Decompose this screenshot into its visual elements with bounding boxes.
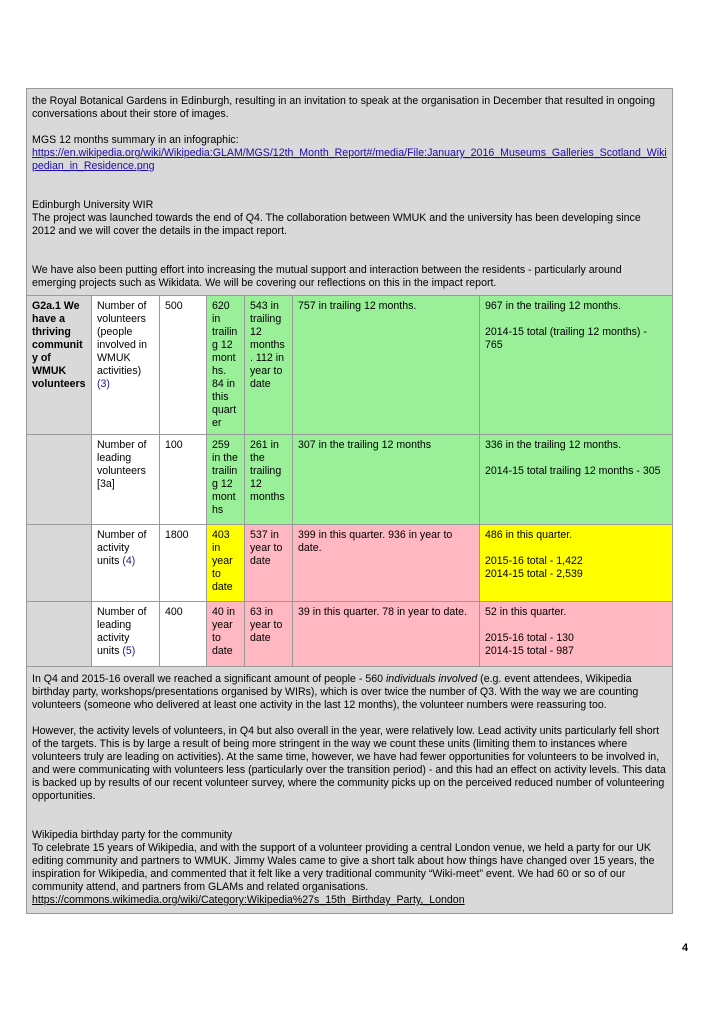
q-d-line: 336 in the trailing 12 months. bbox=[485, 439, 622, 451]
q-d-line: 52 in this quarter. bbox=[485, 606, 567, 618]
q-c-cell: 307 in the trailing 12 months bbox=[293, 435, 480, 525]
mgs-label: MGS 12 months summary in an infographic: bbox=[32, 134, 239, 146]
intro-paragraph: the Royal Botanical Gardens in Edinburgh, resulting in an invitation to speak at the organisation in December that resulted in ongoing conversations about their store of images. bbox=[32, 95, 656, 120]
goal-empty-cell bbox=[27, 525, 92, 602]
goal-empty-cell bbox=[27, 435, 92, 525]
target-cell: 100 bbox=[160, 435, 207, 525]
q-c-cell: 39 in this quarter. 78 in year to date. bbox=[293, 602, 480, 667]
table-row bbox=[27, 602, 673, 667]
measure-label: Number of leading activity units bbox=[97, 606, 147, 657]
target-cell: 1800 bbox=[160, 525, 207, 602]
q-a-cell: 403 in year to date bbox=[207, 525, 245, 602]
q-d-cell bbox=[480, 435, 673, 525]
target-cell: 400 bbox=[160, 602, 207, 667]
q-c-cell: 399 in this quarter. 936 in year to date. bbox=[293, 525, 480, 602]
q-b-cell: 261 in the trailing 12 months bbox=[245, 435, 293, 525]
measure-ref: (5) bbox=[122, 645, 136, 657]
q-d-line: 2015-16 total - 130 bbox=[485, 632, 574, 644]
measure-cell bbox=[92, 525, 160, 602]
mgs-infographic-link[interactable]: https://en.wikipedia.org/wiki/Wikipedia:GLAM/MGS/12th_Month_Report#/media/File:January_2016_Museums_Galleries_Scotland_Wikipedian_in_Residence.png bbox=[32, 147, 667, 172]
q-b-cell: 543 in trailing 12 months. 112 in year to date bbox=[245, 296, 293, 435]
measure-cell bbox=[92, 435, 160, 525]
q-d-cell bbox=[480, 525, 673, 602]
page-number: 4 bbox=[682, 942, 689, 954]
q-d-line: 2014-15 total - 987 bbox=[485, 645, 574, 657]
birthday-text: To celebrate 15 years of Wikipedia, and with the support of a volunteer providing a central London venue, we held a party for our UK editing community and partners to WMUK. Jimmy Wales came to give a short talk about how things have changed over 15 years, the inspiration for Wikipedia, and commented that it felt like a very traditional community “Wiki-meet” event. We had 60 or so of our community attend, and partners from GLAMs and related organisations. bbox=[32, 842, 655, 893]
q-c-cell: 757 in trailing 12 months. bbox=[293, 296, 480, 435]
measure-ref: [3a] bbox=[97, 478, 115, 490]
q-b-cell: 537 in year to date bbox=[245, 525, 293, 602]
q-d-cell bbox=[480, 602, 673, 667]
q-a-cell: 259 in the trailing 12 months bbox=[207, 435, 245, 525]
edinburgh-heading: Edinburgh University WIR bbox=[32, 199, 154, 211]
q-a-cell: 40 in year to date bbox=[207, 602, 245, 667]
q-d-line: 2014-15 total (trailing 12 months) - 765 bbox=[485, 326, 647, 351]
target-cell: 500 bbox=[160, 296, 207, 435]
q-d-line: 2015-16 total - 1,422 bbox=[485, 555, 583, 567]
goals-table bbox=[26, 88, 673, 914]
table-row bbox=[27, 296, 673, 435]
measure-ref: (3) bbox=[97, 378, 110, 390]
goal-label: G2a.1 We have a thriving community of WMUK volunteers bbox=[27, 296, 92, 435]
goal-empty-cell bbox=[27, 602, 92, 667]
q-d-cell bbox=[480, 296, 673, 435]
measure-cell bbox=[92, 602, 160, 667]
mutual-support-text: We have also been putting effort into increasing the mutual support and interaction between the residents - particularly around emerging projects such as Wikidata. We will be covering our reflections on this in the impact report. bbox=[32, 264, 622, 289]
edinburgh-text: The project was launched towards the end of Q4. The collaboration between WMUK and the university has been developing since 2012 and we will cover the details in the impact report. bbox=[32, 212, 641, 237]
q-b-cell: 63 in year to date bbox=[245, 602, 293, 667]
q-d-line: 2014-15 total - 2,539 bbox=[485, 568, 583, 580]
intro-row bbox=[27, 89, 673, 296]
q-d-line: 2014-15 total trailing 12 months - 305 bbox=[485, 465, 661, 477]
individuals-involved-term: individuals involved bbox=[385, 673, 478, 685]
birthday-heading: Wikipedia birthday party for the community bbox=[32, 829, 233, 841]
birthday-party-link[interactable]: https://commons.wikimedia.org/wiki/Category:Wikipedia%27s_15th_Birthday_Party,_London bbox=[32, 894, 465, 906]
table-row bbox=[27, 525, 673, 602]
report-page bbox=[26, 88, 672, 914]
measure-label: Number of volunteers (people involved in WMUK activities) bbox=[97, 300, 148, 377]
q-a-cell: 620 in trailing 12 months. 84 in this quarter bbox=[207, 296, 245, 435]
measure-cell bbox=[92, 296, 160, 435]
q-d-line: 967 in the trailing 12 months. bbox=[485, 300, 622, 312]
outro-row bbox=[27, 667, 673, 914]
intro-cell bbox=[27, 89, 673, 296]
table-row bbox=[27, 435, 673, 525]
measure-label: Number of activity units bbox=[97, 529, 147, 567]
q-d-line: 486 in this quarter. bbox=[485, 529, 573, 541]
reach-paragraph: In Q4 and 2015-16 overall we reached a significant amount of people - 560 individuals involved (e.g. event attendees, Wikipedia birthday party, workshops/presentations organised by WIRs), which is over twice the number of Q3. With the way we are counting volunteers (someone who delivered at least one activity in the last 12 months), the volunteer numbers were reassuring too. bbox=[32, 673, 639, 711]
activity-levels-paragraph: However, the activity levels of volunteers, in Q4 but also overall in the year, were relatively low. Lead activity units particularly fell short of the targets. This is by large a result of being more stringent in the way we count these units (limiting them to instances where volunteers truly are leading on activities). At the same time, however, we have had fewer opportunities for volunteers to be involved in, and were communicating with volunteers less (particularly over the transition period) - and this had an effect on activity levels. This data is backed up by results of our recent volunteer survey, where the community picks up on the perceived reduced number of volunteering opportunities. bbox=[32, 725, 666, 802]
measure-ref: (4) bbox=[122, 555, 136, 567]
measure-label: Number of leading volunteers bbox=[97, 439, 147, 477]
outro-cell bbox=[27, 667, 673, 914]
